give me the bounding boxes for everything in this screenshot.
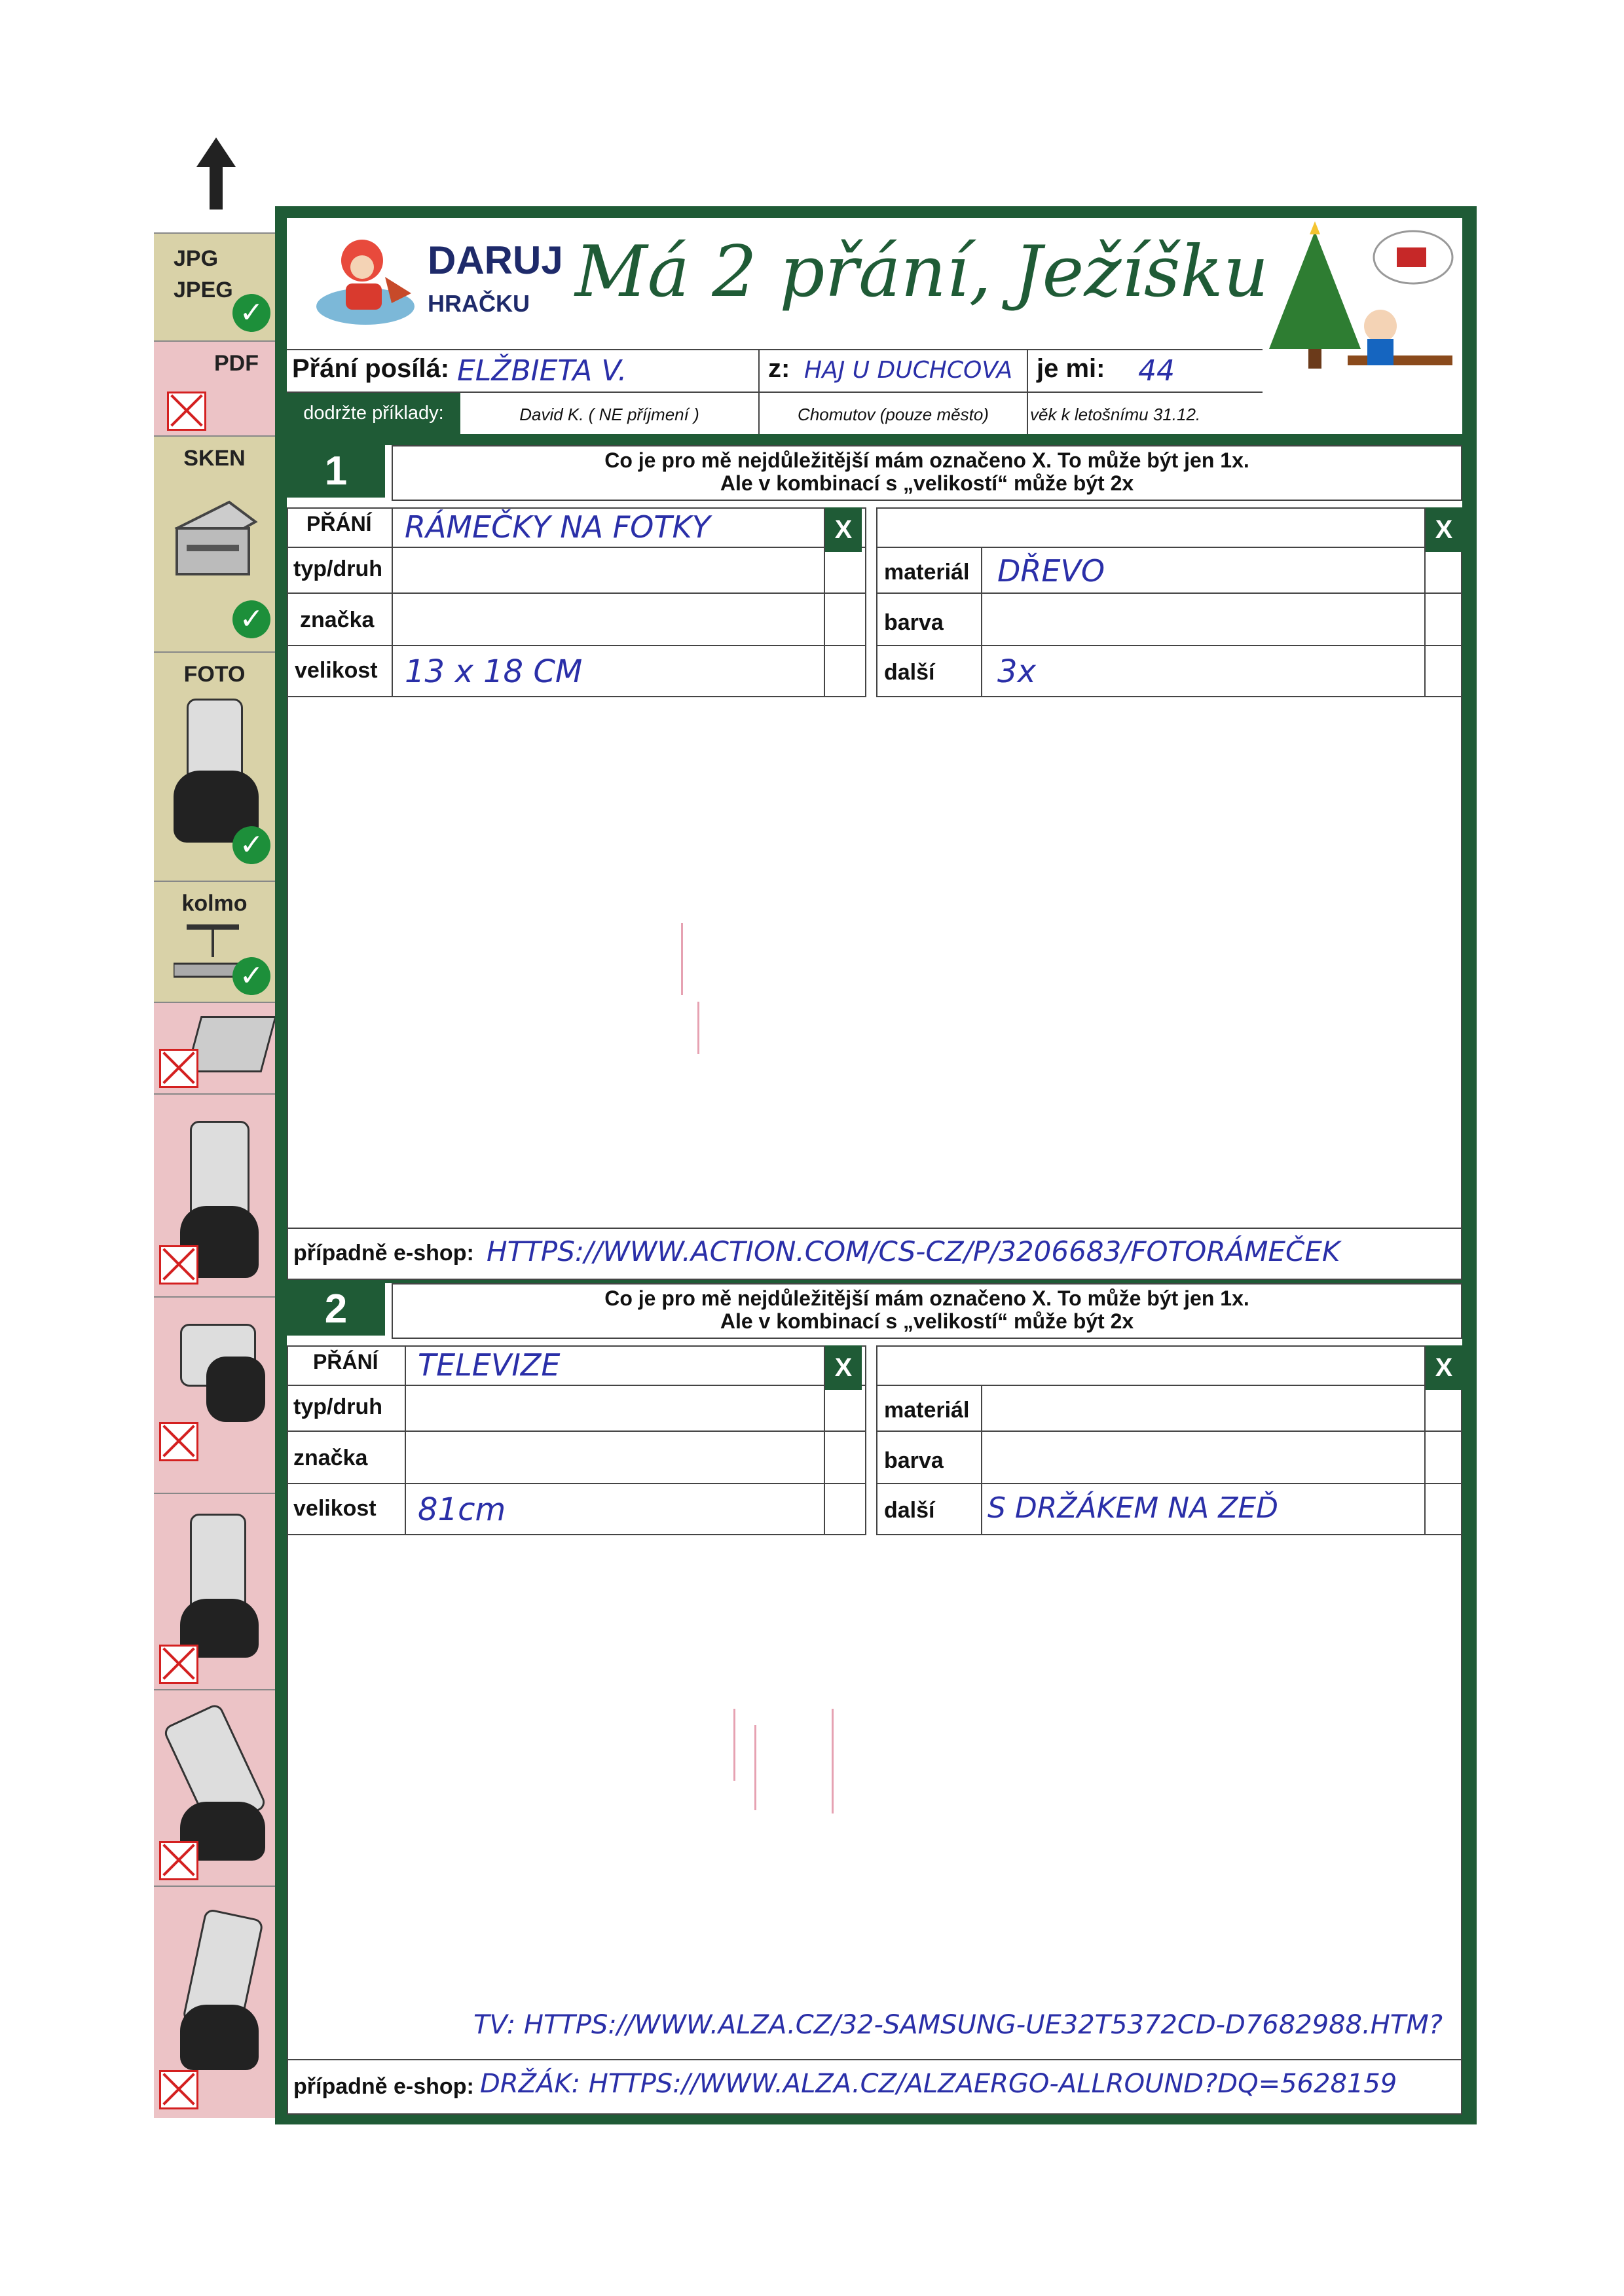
- page-title: Má 2 přání, Ježíšku: [575, 231, 1269, 313]
- type-label: typ/druh: [293, 1394, 382, 1419]
- kolmo-label: kolmo: [181, 891, 248, 916]
- photo-area: [287, 1535, 1462, 2059]
- wish-1-section: [287, 445, 1462, 1280]
- strip-pdf: [154, 340, 275, 437]
- wish-note-line2: Ale v kombinací s „velikostí“ může být 2x: [720, 471, 1134, 495]
- strip-phone-side: [154, 1296, 275, 1494]
- from-label: z:: [768, 354, 790, 383]
- scanner-icon: [170, 489, 262, 587]
- sken-label: SKEN: [183, 446, 246, 471]
- example-age: věk k letošnímu 31.12.: [1030, 405, 1201, 424]
- age-label: je mi:: [1037, 354, 1105, 383]
- color-label: barva: [884, 610, 944, 635]
- examples-label: dodržte příklady:: [287, 393, 460, 434]
- cross-icon: [159, 1245, 198, 1285]
- jpg-label: JPG JPEG: [174, 246, 233, 302]
- example-name: David K. ( NE příjmení ): [519, 405, 699, 424]
- cross-icon: [159, 1841, 198, 1880]
- wish-value[interactable]: RÁMEČKY NA FOTKY: [405, 509, 710, 545]
- strip-phone-skew: [154, 1886, 275, 2119]
- santa-logo-icon: [313, 231, 418, 329]
- color-label: barva: [884, 1448, 944, 1473]
- from-value[interactable]: HAJ U DUCHCOVA: [804, 357, 1013, 384]
- wish-number: 1: [287, 445, 385, 498]
- strip-jpg: [154, 232, 275, 342]
- eshop-value[interactable]: DRŽÁK: HTTPS://WWW.ALZA.CZ/ALZAERGO-ALLROUND?DQ=5628159: [480, 2069, 1397, 2099]
- christmas-tree-icon: [1243, 218, 1459, 434]
- material-label: materiál: [884, 560, 970, 585]
- cross-icon: [167, 392, 206, 431]
- up-arrow-icon: [196, 137, 236, 210]
- important-x-mark[interactable]: X: [825, 1345, 862, 1390]
- wish-value[interactable]: TELEVIZE: [418, 1347, 561, 1383]
- strip-phone-rotated: [154, 1689, 275, 1887]
- example-city: Chomutov (pouze město): [798, 405, 989, 424]
- instructions-strip: [154, 232, 275, 2118]
- foto-label: FOTO: [183, 662, 246, 687]
- material-label: materiál: [884, 1398, 970, 1423]
- brand-label: značka: [293, 1446, 368, 1470]
- other-value[interactable]: S DRŽÁKEM NA ZEĎ: [987, 1491, 1279, 1525]
- wish-note-line2: Ale v kombinací s „velikostí“ může být 2x: [720, 1309, 1134, 1333]
- check-icon: ✓: [232, 294, 270, 332]
- strip-phone-tilt: [154, 1093, 275, 1298]
- other-value[interactable]: 3x: [997, 653, 1036, 690]
- check-icon: ✓: [232, 957, 270, 995]
- cross-icon: [159, 2070, 198, 2109]
- wish-note-line1: Co je pro mě nejdůležitější mám označeno X. To může být jen 1x.: [604, 1286, 1249, 1310]
- header-panel: [287, 218, 1462, 434]
- photo-area: [287, 697, 1462, 1228]
- hand-icon: [180, 2005, 259, 2070]
- cross-icon: [159, 1645, 198, 1684]
- wish-number: 2: [287, 1283, 385, 1336]
- wish-2-section: [287, 1283, 1462, 2115]
- eshop-label: případně e-shop:: [293, 2074, 474, 2099]
- size-value[interactable]: 81cm: [418, 1491, 506, 1528]
- logo-bottom: HRAČKU: [428, 290, 530, 317]
- sender-label: Přání posílá:: [292, 354, 450, 383]
- strip-foto: [154, 651, 275, 882]
- eshop-value[interactable]: HTTPS://WWW.ACTION.COM/CS-CZ/P/3206683/FOTORÁMEČEK: [487, 1235, 1340, 1267]
- important-x-mark[interactable]: X: [825, 507, 862, 552]
- wish-label: PŘÁNÍ: [313, 1350, 378, 1374]
- strip-angle: [154, 1002, 275, 1095]
- cross-icon: [159, 1422, 198, 1461]
- size-value[interactable]: 13 x 18 CM: [405, 653, 583, 690]
- wish-label: PŘÁNÍ: [306, 512, 372, 536]
- strip-phone-far: [154, 1493, 275, 1690]
- type-label: typ/druh: [293, 556, 382, 581]
- important-x-mark[interactable]: X: [1426, 1345, 1462, 1390]
- tilted-scan-icon: [185, 1016, 276, 1072]
- strip-sken: [154, 435, 275, 653]
- extra-note[interactable]: TV: HTTPS://WWW.ALZA.CZ/32-SAMSUNG-UE32T5372CD-D7682988.HTM?: [473, 2010, 1443, 2040]
- hand-icon: [206, 1357, 265, 1422]
- sender-value[interactable]: ELŽBIETA V.: [457, 354, 627, 388]
- check-icon: ✓: [232, 600, 270, 638]
- check-icon: ✓: [232, 826, 270, 864]
- size-label: velikost: [293, 1496, 377, 1521]
- material-value[interactable]: DŘEVO: [997, 553, 1105, 589]
- other-label: další: [884, 660, 935, 685]
- eshop-label: případně e-shop:: [293, 1241, 474, 1266]
- size-label: velikost: [295, 658, 378, 683]
- wish-note-line1: Co je pro mě nejdůležitější mám označeno X. To může být jen 1x.: [604, 448, 1249, 472]
- other-label: další: [884, 1498, 935, 1523]
- important-x-mark[interactable]: X: [1426, 507, 1462, 552]
- logo-top: DARUJ: [428, 238, 563, 282]
- strip-kolmo: [154, 881, 275, 1003]
- brand-label: značka: [300, 608, 375, 632]
- cross-icon: [159, 1049, 198, 1088]
- age-value[interactable]: 44: [1138, 354, 1175, 388]
- pdf-label: PDF: [214, 351, 259, 376]
